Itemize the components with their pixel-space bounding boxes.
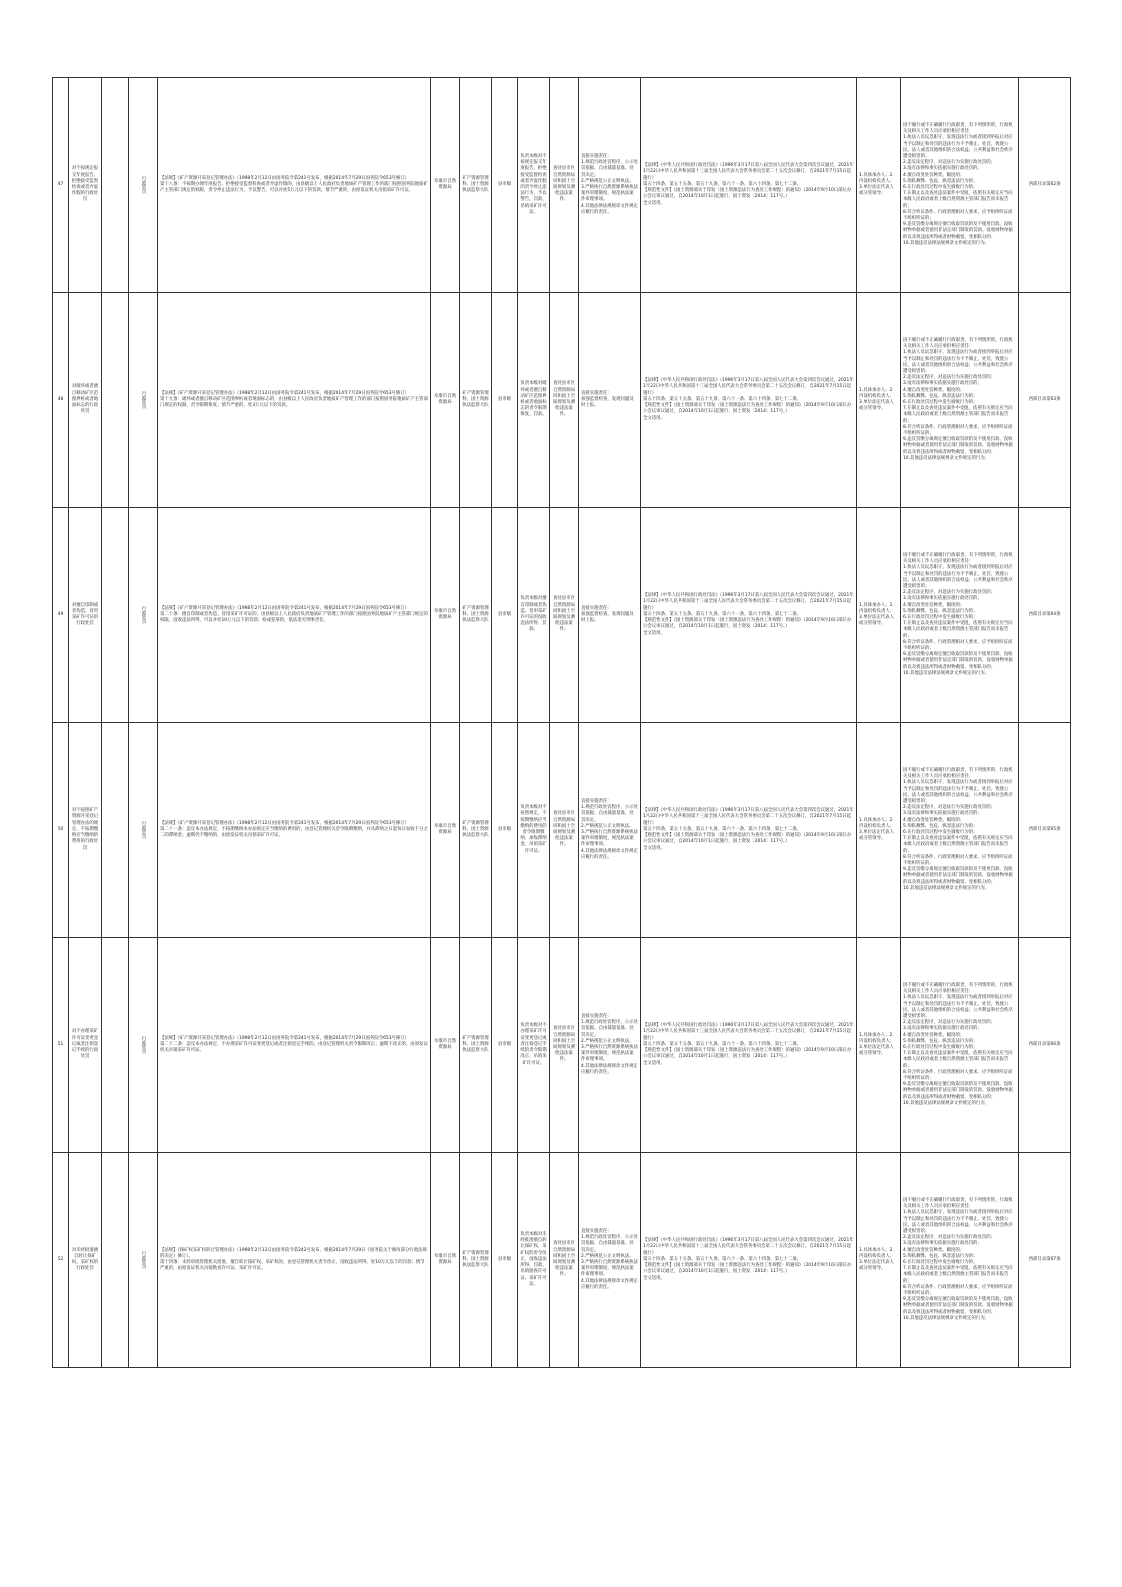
item-name-cell: 对未经批准擅自转让探矿权、采矿权的行政处罚	[69, 1153, 102, 1368]
item-name-cell: 对破坏或者擅自移动矿区范围界桩或者地面标志的行政处罚	[69, 293, 102, 508]
dept-cell: 阜康市自然资源局	[431, 723, 460, 938]
dept-cell: 阜康市自然资源局	[431, 1153, 460, 1368]
duty-cell-line: 4.其他法律法规规章文件规定应履行的责任。	[581, 203, 638, 215]
item-name-cell: 对不按照矿产资源开采登记管理办法的规定，不按期缴纳应当缴纳的费用的行政处罚	[69, 723, 102, 938]
accountability-cell-line: 因不履行或不正确履行行政职责，有下列情形的，行政机关及相关工作人员应承担相应责任：	[903, 552, 1013, 565]
category-text: 行政处罚	[141, 606, 147, 624]
duty-basis-cell-line: 【规范性文件】《国土资源部关于印发〈国土资源违法行为查处工作规程〉的通知》（2014年9月10日部长办公会议审议通过，自2014年10月1日起施行，国土资发〔2014〕117号。）	[643, 1263, 852, 1275]
accountability-cell-line: 4.擅自改变处罚种类、幅度的；	[903, 172, 965, 178]
dept-cell: 阜康市自然资源局	[431, 293, 460, 508]
table-row	[53, 78, 1071, 293]
accountability-cell	[901, 293, 1019, 508]
accountability-cell-line: 3.没有法律和事实依据实施行政处罚的；	[903, 1241, 982, 1247]
duty-cell-line: 4.其他法律法规规章文件规定应履行的责任。	[581, 1063, 638, 1075]
duty-basis-cell-line: 【法律】《中华人民共和国行政处罚法》（1996年3月17日第八届全国人民代表大会第四次会议通过，2021年1月22日中华人民共和国第十三届全国人民代表大会常务委员会第二十五次会议修订，自2021年7月15日起施行）	[643, 1023, 854, 1041]
duty-cell-line: 1.规范行政处罚程序，公示处罚依据、自由裁量基准、处罚决定。	[581, 1235, 638, 1253]
unit-cell: 矿产资源管理科、国土资源执法监察大队	[460, 508, 492, 723]
accountability-cell-line: 2.违反法定程序，对违法行为实施行政处罚的；	[903, 1235, 996, 1241]
accountability-cell	[901, 508, 1019, 723]
responsibility-table	[52, 77, 1071, 1368]
basis-cell-line: 【法规】《矿产资源开采登记管理办法》（1998年2月12日由国务院令第241号发布，根据2014年7月29日国务院令653号修订）	[160, 175, 410, 181]
item-name-cell: 对不按规定报交年度报告、拒绝接受监督检查或者弄虚作假的行政处罚	[69, 78, 102, 293]
table-row	[53, 723, 1071, 938]
accountability-cell-line: 10.其他违反法律法规规章文件规定的行为。	[903, 1100, 990, 1106]
accountability-cell-line: 因不履行或不正确履行行政职责，有下列情形的，行政机关及相关工作人员应承担相应责任：	[903, 122, 1013, 135]
duty-cell-line: 2.严格规范公正文明执法。	[581, 178, 634, 184]
accountability-cell	[901, 1153, 1019, 1368]
accountability-cell-line: 5.徇私舞弊、包庇、纵容违法行为的；	[903, 178, 978, 184]
accountability-cell-line: 4.擅自改变处罚种类、幅度的；	[903, 817, 965, 823]
duty-cell-line: 加强监督检查，发现问题及时上报。	[581, 396, 634, 409]
note-cell: 西部目录第64条	[1019, 508, 1071, 723]
accountability-cell-line: 因不履行或不正确履行行政职责，有下列情形的，行政机关及相关工作人员应承担相应责任：	[903, 767, 1013, 780]
duty-basis-cell	[641, 293, 857, 508]
accountability-cell-line: 4.擅自改变处罚种类、幅度的；	[903, 1247, 965, 1253]
subject-cell: 1.具体承办人；2.内设机构负责人；3.单位法定代表人或分管领导。	[857, 78, 901, 293]
category-cell	[129, 1153, 158, 1368]
responsibility-cell: 负责本级对不按照规定，不按期缴纳应当缴纳的费用的责令限期缴纳、加收滞纳金，吊销采矿许可证。	[518, 723, 550, 938]
duty-basis-cell-line: 【规范性文件】《国土资源部关于印发〈国土资源违法行为查处工作规程〉的通知》（2014年9月10日部长办公会议审议通过，自2014年10月1日起施行，国土资发〔2014〕117号。）	[643, 188, 852, 200]
duty-basis-cell-line: 【规范性文件】《国土资源部关于印发〈国土资源违法行为查处工作规程〉的通知》（2014年9月10日部长办公会议审议通过，自2014年10月1日起施行，国土资发〔2014〕117号。）	[643, 403, 852, 415]
unit-cell: 矿产资源管理科、国土资源执法监察大队	[460, 293, 492, 508]
item-name-cell: 对擅自印制或者伪造、冒用采矿许可证的行政处罚	[69, 508, 102, 723]
duty-cell-line: 4.其他法律法规规章文件规定应履行的责任。	[581, 848, 638, 860]
duty-basis-cell	[641, 938, 857, 1153]
accountability-cell-line: 3.没有法律和事实依据实施行政处罚的；	[903, 1026, 982, 1032]
subject-cell: 1.具体承办人；2.内设机构负责人；3.单位法定代表人或分管领导。	[857, 1153, 901, 1368]
accountability-cell-line: 2.违反法定程序，对违法行为实施行政处罚的；	[903, 1020, 996, 1026]
table-body	[53, 78, 1071, 1368]
duty-cell	[579, 938, 641, 1153]
cooperate-cell: 查处县市区自然资源局同和国土空间规划及测绘违法案件。	[550, 938, 579, 1153]
unit-cell: 矿产资源管理科、国土资源执法监察大队	[460, 1153, 492, 1368]
duty-cell-line: 2.严格规范公正文明执法。	[581, 1253, 634, 1259]
note-cell: 西部目录第63条	[1019, 293, 1071, 508]
accountability-cell-line: 8.符合听证条件、行政管理相对人要求，应予组织听证而不组织听证的；	[903, 424, 1013, 437]
note-cell: 西部目录第67条	[1019, 1153, 1071, 1368]
level-cell: 县市级	[492, 508, 518, 723]
accountability-cell-line: 4.擅自改变处罚种类、幅度的；	[903, 602, 965, 608]
accountability-cell-line: 6.在行政处罚过程中发生腐败行为的；	[903, 1260, 978, 1265]
subject-cell: 1.具体承办人；2.内设机构负责人；3.单位法定代表人或分管领导。	[857, 723, 901, 938]
accountability-cell-line: 3.没有法律和事实依据实施行政处罚的；	[903, 381, 982, 387]
basis-cell-line: 第二十二条：违反本办法规定，不办理采矿许可证变更登记或者注销登记手续的，由登记管理机关责令限期改正；逾期不改正的，由原发证机关吊销采矿许可证。	[160, 1041, 428, 1054]
accountability-cell-line: 3.没有法律和事实依据实施行政处罚的；	[903, 596, 982, 602]
accountability-cell	[901, 938, 1019, 1153]
table-row	[53, 508, 1071, 723]
duty-basis-cell-line: 全文适用。	[643, 200, 665, 206]
basis-cell-line: 【法规】《矿产资源开采登记管理办法》（1998年2月12日由国务院令第241号发布，根据2014年7月29日国务院令653号修订）	[160, 390, 410, 396]
accountability-cell-line: 8.符合听证条件、行政管理相对人要求，应予组织听证而不组织听证的；	[903, 639, 1013, 652]
category-text: 行政处罚	[141, 176, 147, 194]
accountability-cell-line: 3.没有法律和事实依据实施行政处罚的；	[903, 166, 982, 172]
accountability-cell-line: 1.执法人员玩忽职守，发现违法行为或者接到举报后对应当予以制止和处罚的违法行为不予制止、处罚，致使公民、法人或者其他组织的合法权益、公共利益和社会秩序遭受损害的；	[903, 1210, 1013, 1234]
basis-cell-line: 第二十条：擅自印制或者伪造、冒用采矿许可证的，由县级以上人民政府负责地质矿产管理工作的部门按照国务院地质矿产主管部门规定的权限，没收违法所得，可以并处10万元以下的罚款；构成犯罪的，依法追究刑事责任。	[160, 611, 428, 624]
dept-cell: 阜康市自然资源局	[431, 508, 460, 723]
level-cell: 县市级	[492, 723, 518, 938]
duty-basis-cell-line: 第五十四条、第五十五条、第五十九条、第六十一条、第六十四条、第七十二条。	[643, 1256, 802, 1262]
accountability-cell-line: 1.执法人员玩忽职守，发现违法行为或者接到举报后对应当予以制止和处罚的违法行为不予制止、处罚，致使公民、法人或者其他组织的合法权益、公共利益和社会秩序遭受损害的；	[903, 350, 1013, 374]
duty-cell-line: 直接实施责任：	[581, 798, 612, 804]
accountability-cell-line: 因不履行或不正确履行行政职责，有下列情形的，行政机关及相关工作人员应承担相应责任：	[903, 1197, 1013, 1210]
seq-cell: 50	[53, 723, 69, 938]
duty-basis-cell	[641, 508, 857, 723]
duty-cell	[579, 1153, 641, 1368]
accountability-cell-line: 4.擅自改变处罚种类、幅度的；	[903, 387, 965, 393]
duty-cell-line: 3.严格执行自然资源系统执法案件审理制度，规范执法案件审理事项。	[581, 830, 638, 848]
category-cell	[129, 723, 158, 938]
responsibility-cell: 负责本级对未经批准擅自转让探矿权、采矿权的责令改正、没收违法所得、罚款、吊销勘查许可证、采矿许可证。	[518, 1153, 550, 1368]
basis-cell-line: 第十八条：不按期办理年度报告、拒绝接受监督检查或者弄虚作假的，由县级以上人民政府负责地质矿产管理工作的部门按照国务院地质矿产主管部门规定的权限，责令停止违法行为，予以警告，可以并处5万元以下的罚款；情节严重的，由原发证机关吊销采矿许可证。	[160, 181, 428, 194]
category-text: 行政处罚	[141, 1251, 147, 1269]
duty-cell-line: 直接实施责任：	[581, 153, 612, 159]
dept-cell: 阜康市自然资源局	[431, 938, 460, 1153]
duty-basis-cell	[641, 1153, 857, 1368]
duty-basis-cell-line: 全文适用。	[643, 1060, 665, 1066]
empty-cell	[102, 938, 129, 1153]
duty-basis-cell-line: 第五十四条、第五十五条、第五十九条、第六十一条、第六十四条、第七十二条。	[643, 1041, 802, 1047]
duty-cell-line: 4.其他法律法规规章文件规定应履行的责任。	[581, 1278, 638, 1290]
accountability-cell-line: 9.违反罚缴分离规定擅自收取罚款的及不使用罚款、没收财物单据或者使用非法定部门制发的罚款、没收财物单据的以及将违法所得或者财物截留、变相私分的；	[903, 652, 1013, 670]
seq-cell: 49	[53, 508, 69, 723]
subject-cell: 1.具体承办人；2.内设机构负责人；3.单位法定代表人或分管领导。	[857, 938, 901, 1153]
accountability-cell-line: 2.违反法定程序，对违法行为实施行政处罚的；	[903, 375, 996, 381]
accountability-cell-line: 5.徇私舞弊、包庇、纵容违法行为的；	[903, 1038, 978, 1044]
basis-cell	[158, 508, 431, 723]
level-cell: 县市级	[492, 78, 518, 293]
accountability-cell-line: 6.在行政处罚过程中发生腐败行为的；	[903, 830, 978, 835]
duty-cell-line: 直接实施责任：	[581, 1228, 612, 1234]
accountability-cell-line: 10.其他违反法律法规规章文件规定的行为。	[903, 455, 990, 461]
accountability-cell-line: 5.徇私舞弊、包庇、纵容违法行为的；	[903, 393, 978, 399]
duty-cell-line: 2.严格规范公正文明执法。	[581, 823, 634, 829]
duty-cell-line: 1.规范行政处罚程序，公示处罚依据、自由裁量基准、处罚决定。	[581, 1020, 638, 1038]
accountability-cell-line: 7.在制止以及查处违法案件中受阻，依照有关规定应当向本级人民政府或者上级自然资源主管部门报告而未报告的；	[903, 621, 1013, 639]
duty-basis-cell-line: 全文适用。	[643, 845, 665, 851]
accountability-cell-line: 9.违反罚缴分离规定擅自收取罚款的及不使用罚款、没收财物单据或者使用非法定部门制发的罚款、没收财物单据的以及将违法所得或者财物截留、变相私分的；	[903, 222, 1013, 240]
basis-cell-line: 第十九条：破坏或者擅自移动矿区范围界桩或者地面标志的，由县级以上人民政府负责地质矿产管理工作的部门按照国务院地质矿产主管部门规定的权限，责令限期恢复；情节严重的，处3万元以下的罚款。	[160, 396, 428, 409]
duty-basis-cell-line: 【规范性文件】《国土资源部关于印发〈国土资源违法行为查处工作规程〉的通知》（2014年9月10日部长办公会议审议通过，自2014年10月1日起施行，国土资发〔2014〕117号。）	[643, 618, 852, 630]
cooperate-cell: 查处县市区自然资源局同和国土空间规划及测绘违法案件。	[550, 78, 579, 293]
duty-cell	[579, 508, 641, 723]
accountability-cell-line: 6.在行政处罚过程中发生腐败行为的；	[903, 185, 978, 190]
duty-basis-cell-line: 全文适用。	[643, 415, 665, 421]
accountability-cell	[901, 78, 1019, 293]
accountability-cell-line: 9.违反罚缴分离规定擅自收取罚款的及不使用罚款、没收财物单据或者使用非法定部门制发的罚款、没收财物单据的以及将违法所得或者财物截留、变相私分的；	[903, 867, 1013, 885]
duty-basis-cell-line: 【法律】《中华人民共和国行政处罚法》（1996年3月17日第八届全国人民代表大会第四次会议通过，2021年1月22日中华人民共和国第十三届全国人民代表大会常务委员会第二十五次会议修订，自2021年7月15日起施行）	[643, 163, 854, 181]
level-cell: 县市级	[492, 938, 518, 1153]
empty-cell	[102, 723, 129, 938]
accountability-cell-line: 因不履行或不正确履行行政职责，有下列情形的，行政机关及相关工作人员应承担相应责任：	[903, 337, 1013, 350]
accountability-cell-line: 2.违反法定程序，对违法行为实施行政处罚的；	[903, 160, 996, 166]
cooperate-cell: 查处县市区自然资源局同和国土空间规划及测绘违法案件。	[550, 293, 579, 508]
responsibility-cell: 负责本级对不按规定报交年度报告、拒绝接受监督检查或者弄虚作假的责令停止违法行为，予以警告，罚款，吊销采矿许可证。	[518, 78, 550, 293]
basis-cell-line: 【法规】《探矿权采矿权转让管理办法》（1998年2月12日由国务院令第242号发布，根据2014年7月29日《国务院关于修改部分行政法规的决定》修订）。	[160, 1247, 428, 1259]
empty-cell	[102, 78, 129, 293]
note-cell: 西部目录第62条	[1019, 78, 1071, 293]
dept-cell: 阜康市自然资源局	[431, 78, 460, 293]
table-row	[53, 293, 1071, 508]
accountability-cell-line: 10.其他违反法律法规规章文件规定的行为。	[903, 885, 990, 891]
duty-basis-cell-line: 【法律】《中华人民共和国行政处罚法》（1996年3月17日第八届全国人民代表大会第四次会议通过，2021年1月22日中华人民共和国第十三届全国人民代表大会常务委员会第二十五次会议修订，自2021年7月15日起施行）	[643, 1238, 854, 1256]
accountability-cell-line: 8.符合听证条件、行政管理相对人要求，应予组织听证而不组织听证的；	[903, 1069, 1013, 1082]
accountability-cell-line: 5.徇私舞弊、包庇、纵容违法行为的；	[903, 608, 978, 614]
accountability-cell-line: 7.在制止以及查处违法案件中受阻，依照有关规定应当向本级人民政府或者上级自然资源主管部门报告而未报告的；	[903, 1266, 1013, 1284]
duty-basis-cell-line: 第五十四条、第五十五条、第五十九条、第六十一条、第六十四条、第七十二条。	[643, 826, 802, 832]
accountability-cell-line: 7.在制止以及查处违法案件中受阻，依照有关规定应当向本级人民政府或者上级自然资源主管部门报告而未报告的；	[903, 1051, 1013, 1069]
empty-cell	[102, 508, 129, 723]
accountability-cell-line: 1.执法人员玩忽职守，发现违法行为或者接到举报后对应当予以制止和处罚的违法行为不予制止、处罚，致使公民、法人或者其他组织的合法权益、公共利益和社会秩序遭受损害的；	[903, 780, 1013, 804]
category-cell	[129, 508, 158, 723]
accountability-cell-line: 1.执法人员玩忽职守，发现违法行为或者接到举报后对应当予以制止和处罚的违法行为不予制止、处罚，致使公民、法人或者其他组织的合法权益、公共利益和社会秩序遭受损害的；	[903, 565, 1013, 589]
category-text: 行政处罚	[141, 391, 147, 409]
cooperate-cell: 查处县市区自然资源局同和国土空间规划及测绘违法案件。	[550, 723, 579, 938]
accountability-cell	[901, 723, 1019, 938]
accountability-cell-line: 8.符合听证条件、行政管理相对人要求，应予组织听证而不组织听证的；	[903, 209, 1013, 222]
basis-cell-line: 【法规】《矿产资源开采登记管理办法》（1998年2月12日由国务院令第241号发布，根据2014年7月29日国务院令653号修订）	[160, 820, 410, 826]
basis-cell-line: 第二十一条：违反本办法规定，不按期缴纳本办法规定应当缴纳的费用的，由登记管理机关责令限期缴纳，并从滞纳之日起每日加收千分之二的滞纳金；逾期仍不缴纳的，由原发证机关吊销采矿许可证。	[160, 826, 428, 839]
duty-cell	[579, 78, 641, 293]
basis-cell-line: 【法规】《矿产资源开采登记管理办法》（1998年2月12日由国务院令第241号发布，根据2014年7月29日国务院令653号修订）	[160, 1035, 410, 1041]
accountability-cell-line: 7.在制止以及查处违法案件中受阻，依照有关规定应当向本级人民政府或者上级自然资源主管部门报告而未报告的；	[903, 406, 1013, 424]
category-text: 行政处罚	[141, 821, 147, 839]
duty-cell-line: 1.规范行政处罚程序，公示处罚依据、自由裁量基准、处罚决定。	[581, 160, 638, 178]
category-cell	[129, 293, 158, 508]
accountability-cell-line: 4.擅自改变处罚种类、幅度的；	[903, 1032, 965, 1038]
seq-cell: 51	[53, 938, 69, 1153]
duty-basis-cell-line: 第五十四条、第五十五条、第五十九条、第六十一条、第六十四条、第七十二条。	[643, 396, 802, 402]
cooperate-cell: 查处县市区自然资源局同和国土空间规划及测绘违法案件。	[550, 1153, 579, 1368]
subject-cell: 1.具体承办人；2.内设机构负责人；3.单位法定代表人或分管领导。	[857, 293, 901, 508]
seq-cell: 47	[53, 78, 69, 293]
accountability-cell-line: 9.违反罚缴分离规定擅自收取罚款的及不使用罚款、没收财物单据或者使用非法定部门制发的罚款、没收财物单据的以及将违法所得或者财物截留、变相私分的；	[903, 437, 1013, 455]
duty-basis-cell	[641, 723, 857, 938]
table-row	[53, 1153, 1071, 1368]
duty-cell-line: 3.严格执行自然资源系统执法案件审理制度，规范执法案件审理事项。	[581, 1045, 638, 1063]
duty-cell-line: 1.规范行政处罚程序，公示处罚依据、自由裁量基准、处罚决定。	[581, 805, 638, 823]
empty-cell	[102, 293, 129, 508]
duty-cell	[579, 723, 641, 938]
category-cell	[129, 938, 158, 1153]
accountability-cell-line: 6.在行政处罚过程中发生腐败行为的；	[903, 1045, 978, 1050]
category-text: 行政处罚	[141, 1036, 147, 1054]
duty-basis-cell-line: 全文适用。	[643, 630, 665, 636]
basis-cell	[158, 78, 431, 293]
basis-cell-line: 【法规】《矿产资源开采登记管理办法》（1998年2月12日由国务院令第241号发布，根据2014年7月29日国务院令653号修订）	[160, 605, 410, 611]
unit-cell: 矿产资源管理科、国土资源执法监察大队	[460, 723, 492, 938]
basis-cell	[158, 938, 431, 1153]
level-cell: 县市级	[492, 1153, 518, 1368]
accountability-cell-line: 2.违反法定程序，对违法行为实施行政处罚的；	[903, 590, 996, 596]
duty-cell-line: 直接实施责任：	[581, 390, 612, 396]
accountability-cell-line: 9.违反罚缴分离规定擅自收取罚款的及不使用罚款、没收财物单据或者使用非法定部门制发的罚款、没收财物单据的以及将违法所得或者财物截留、变相私分的；	[903, 1082, 1013, 1100]
category-cell	[129, 78, 158, 293]
level-cell: 县市级	[492, 293, 518, 508]
accountability-cell-line: 8.符合听证条件、行政管理相对人要求，应予组织听证而不组织听证的；	[903, 854, 1013, 867]
accountability-cell-line: 10.其他违反法律法规规章文件规定的行为。	[903, 1315, 990, 1321]
accountability-cell-line: 5.徇私舞弊、包庇、纵容违法行为的；	[903, 823, 978, 829]
duty-basis-cell-line: 全文适用。	[643, 1275, 665, 1281]
duty-basis-cell	[641, 78, 857, 293]
accountability-cell-line: 7.在制止以及查处违法案件中受阻，依照有关规定应当向本级人民政府或者上级自然资源主管部门报告而未报告的；	[903, 191, 1013, 209]
duty-basis-cell-line: 【法律】《中华人民共和国行政处罚法》（1996年3月17日第八届全国人民代表大会第四次会议通过，2021年1月22日中华人民共和国第十三届全国人民代表大会常务委员会第二十五次会议修订，自2021年7月15日起施行）	[643, 808, 854, 826]
accountability-cell-line: 8.符合听证条件、行政管理相对人要求，应予组织听证而不组织听证的；	[903, 1284, 1013, 1297]
responsibility-cell: 负责本级对擅自印制或者伪造、冒用采矿许可证的没收违法所得、罚款。	[518, 508, 550, 723]
duty-cell-line: 加强监督检查，发现问题及时上报。	[581, 611, 634, 624]
accountability-cell-line: 7.在制止以及查处违法案件中受阻，依照有关规定应当向本级人民政府或者上级自然资源主管部门报告而未报告的；	[903, 836, 1013, 854]
basis-cell-line: 第十四条：未经审批管理机关批准，擅自转让探矿权、采矿权的，由登记管理机关责令改正，没收违法所得，处10万元以下的罚款；情节严重的，由原发证机关吊销勘查许可证、采矿许可证。	[160, 1260, 425, 1272]
basis-cell	[158, 293, 431, 508]
basis-cell	[158, 1153, 431, 1368]
accountability-cell-line: 3.没有法律和事实依据实施行政处罚的；	[903, 811, 982, 817]
unit-cell: 矿产资源管理科、国土资源执法监察大队	[460, 938, 492, 1153]
unit-cell: 矿产资源管理科、国土资源执法监察大队	[460, 78, 492, 293]
duty-basis-cell-line: 【法律】《中华人民共和国行政处罚法》（1996年3月17日第八届全国人民代表大会第四次会议通过，2021年1月22日中华人民共和国第十三届全国人民代表大会常务委员会第二十五次会议修订，自2021年7月15日起施行）	[643, 378, 854, 396]
basis-cell	[158, 723, 431, 938]
duty-basis-cell-line: 第五十四条、第五十五条、第五十九条、第六十一条、第六十四条、第七十二条。	[643, 181, 802, 187]
item-name-cell: 对不办理采矿许可证变更登记或者注销登记手续的行政处罚	[69, 938, 102, 1153]
responsibility-cell: 负责本级对破坏或者擅自移动矿区范围界桩或者地面标志的责令限期恢复、罚款。	[518, 293, 550, 508]
duty-basis-cell-line: 【规范性文件】《国土资源部关于印发〈国土资源违法行为查处工作规程〉的通知》（2014年9月10日部长办公会议审议通过，自2014年10月1日起施行，国土资发〔2014〕117号。）	[643, 833, 852, 845]
accountability-cell-line: 9.违反罚缴分离规定擅自收取罚款的及不使用罚款、没收财物单据或者使用非法定部门制发的罚款、没收财物单据的以及将违法所得或者财物截留、变相私分的；	[903, 1297, 1013, 1315]
seq-cell: 48	[53, 293, 69, 508]
duty-cell-line: 3.严格执行自然资源系统执法案件审理制度，规范执法案件审理事项。	[581, 185, 638, 203]
accountability-cell-line: 10.其他违反法律法规规章文件规定的行为。	[903, 240, 990, 246]
subject-cell: 1.具体承办人；2.内设机构负责人；3.单位法定代表人或分管领导。	[857, 508, 901, 723]
note-cell: 西部目录第65条	[1019, 723, 1071, 938]
table-row	[53, 938, 1071, 1153]
duty-cell	[579, 293, 641, 508]
accountability-cell-line: 6.在行政处罚过程中发生腐败行为的；	[903, 400, 978, 405]
duty-cell-line: 3.严格执行自然资源系统执法案件审理制度，规范执法案件审理事项。	[581, 1260, 638, 1278]
responsibility-cell: 负责本级对不办理采矿许可证变更登记或者注销登记手续的责令限期改正、吊销采矿许可证。	[518, 938, 550, 1153]
accountability-cell-line: 因不履行或不正确履行行政职责，有下列情形的，行政机关及相关工作人员应承担相应责任：	[903, 982, 1013, 995]
duty-cell-line: 直接实施责任：	[581, 1013, 612, 1019]
accountability-cell-line: 5.徇私舞弊、包庇、纵容违法行为的；	[903, 1253, 978, 1259]
note-cell: 西部目录第66条	[1019, 938, 1071, 1153]
empty-cell	[102, 1153, 129, 1368]
duty-basis-cell-line: 第五十四条、第五十五条、第五十九条、第六十一条、第六十四条、第七十二条。	[643, 611, 802, 617]
accountability-cell-line: 1.执法人员玩忽职守，发现违法行为或者接到举报后对应当予以制止和处罚的违法行为不予制止、处罚，致使公民、法人或者其他组织的合法权益、公共利益和社会秩序遭受损害的；	[903, 995, 1013, 1019]
seq-cell: 52	[53, 1153, 69, 1368]
accountability-cell-line: 1.执法人员玩忽职守，发现违法行为或者接到举报后对应当予以制止和处罚的违法行为不予制止、处罚，致使公民、法人或者其他组织的合法权益、公共利益和社会秩序遭受损害的；	[903, 135, 1013, 159]
duty-cell-line: 2.严格规范公正文明执法。	[581, 1038, 634, 1044]
accountability-cell-line: 10.其他违反法律法规规章文件规定的行为。	[903, 670, 990, 676]
cooperate-cell: 查处县市区自然资源局同和国土空间规划及测绘违法案件。	[550, 508, 579, 723]
duty-basis-cell-line: 【法律】《中华人民共和国行政处罚法》（1996年3月17日第八届全国人民代表大会第四次会议通过，2021年1月22日中华人民共和国第十三届全国人民代表大会常务委员会第二十五次会议修订，自2021年7月15日起施行）	[643, 593, 854, 611]
accountability-cell-line: 2.违反法定程序，对违法行为实施行政处罚的；	[903, 805, 996, 811]
duty-cell-line: 直接实施责任：	[581, 605, 612, 611]
accountability-cell-line: 6.在行政处罚过程中发生腐败行为的；	[903, 615, 978, 620]
duty-basis-cell-line: 【规范性文件】《国土资源部关于印发〈国土资源违法行为查处工作规程〉的通知》（2014年9月10日部长办公会议审议通过，自2014年10月1日起施行，国土资发〔2014〕117号。）	[643, 1048, 852, 1060]
